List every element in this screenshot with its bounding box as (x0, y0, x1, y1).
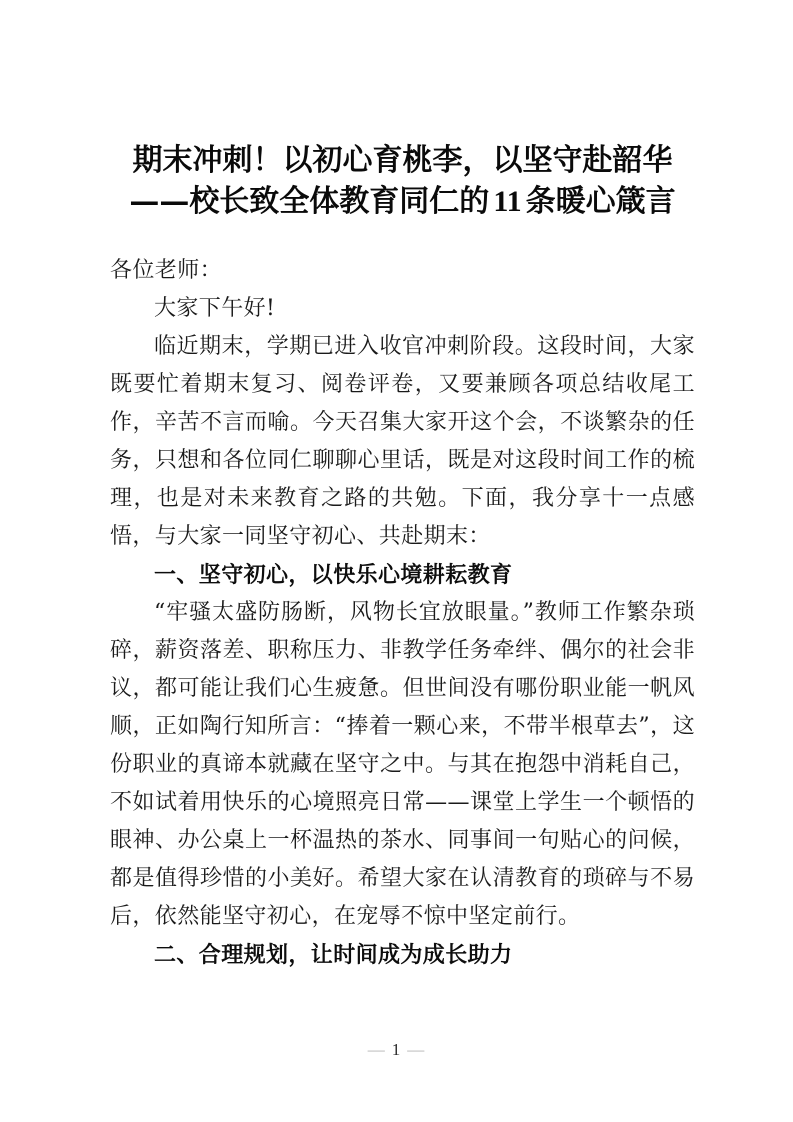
title-number: 11 (493, 185, 522, 218)
footer-dash-right: — (407, 1040, 426, 1059)
intro-paragraph: 临近期末，学期已进入收官冲刺阶段。这段时间，大家既要忙着期末复习、阅卷评卷，又要兼顾各项总结收尾工作，辛苦不言而喻。今天召集大家开这个会，不谈繁杂的任务，只想和各位同仁聊聊心里话，既是对这段时间工作的梳理，也是对未来教育之路的共勉。下面，我分享十一点感悟，与大家一同坚守初心、共赴期末： (110, 334, 695, 549)
title-line-2-suffix: 条暖心箴 (525, 184, 646, 219)
title-line-2-prefix: ——校长致全体教育同仁的 (129, 184, 490, 219)
title-line-1: 期末冲刺！以初心育桃李，以坚守赴韶华 (132, 143, 673, 178)
title-line-3: 言 (645, 184, 676, 219)
page-number-footer (0, 1040, 793, 1060)
section-heading-2: 二、合理规划，让时间成为成长助力 (154, 942, 513, 968)
footer-page-number: 1 (391, 1040, 402, 1059)
document-body (110, 252, 695, 974)
section-body-1: “牢骚太盛防肠断，风物长宜放眼量。”教师工作繁杂琐碎，薪资落差、职称压力、非教学任务牵绊、偶尔的社会非议，都可能让我们心生疲惫。但世间没有哪份职业能一帆风顺，正如陶行知所言：“捧着一颗心来，不带半根草去”，这份职业的真谛本就藏在坚守之中。与其在抱怨中消耗自己，不如试着用快乐的心境照亮日常——课堂上学生一个顿悟的眼神、办公桌上一杯温热的茶水、同事间一句贴心的问候，都是值得珍惜的小美好。希望大家在认清教育的琐碎与不易后，依然能坚守初心，在宠辱不惊中坚定前行。 (110, 600, 695, 929)
section-heading-1: 一、坚守初心，以快乐心境耕耘教育 (154, 562, 513, 588)
page-title (110, 140, 695, 222)
greeting-line: 大家下午好! (154, 296, 276, 321)
document-content (110, 140, 695, 974)
footer-dash-left: — (367, 1040, 386, 1059)
salutation: 各位老师： (110, 258, 223, 283)
